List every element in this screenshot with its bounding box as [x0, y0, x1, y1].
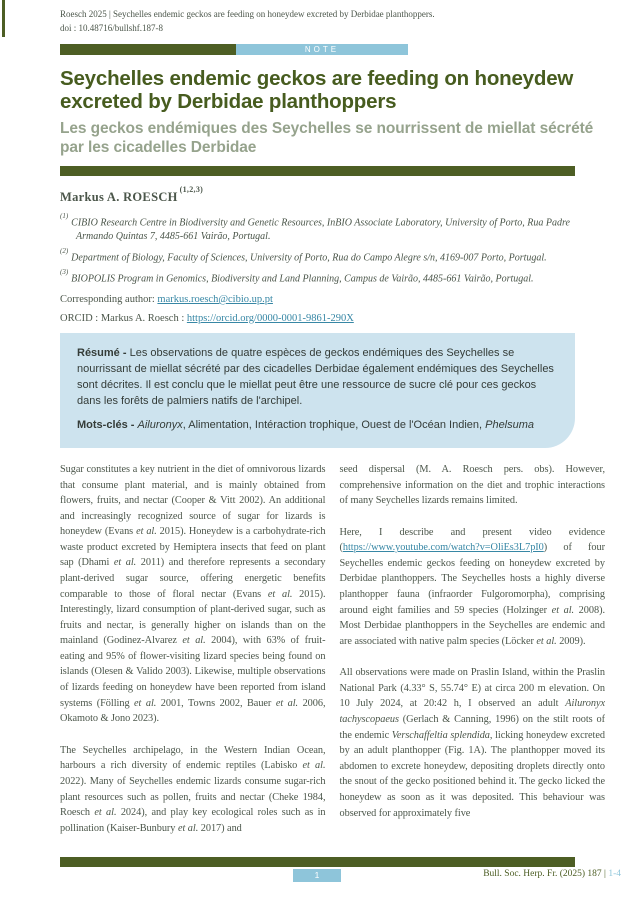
- text-run: All observations were made on Praslin Island, within the Praslin National Park (4.33° S, 55.74° E) at circa 200 m elevation. On 10 July 2024, at 20:42 h, I observed an adult: [339, 667, 605, 710]
- italic-text: et al.: [302, 760, 326, 772]
- text-run: Here, I describe and present video evidence (: [339, 526, 605, 554]
- article-title-english: Seychelles endemic geckos are feeding on honeydew excreted by Derbidae planthoppers: [60, 67, 574, 113]
- text-run: 2011) and therefore represents a secondary plant-derived sugar source, offering energetic benefits comparable to those of floral nectar (Evans: [60, 557, 326, 600]
- italic-text: et al.: [177, 822, 199, 834]
- italic-text: Phelsuma: [485, 419, 535, 432]
- article-body: [60, 462, 605, 866]
- affiliation-1-mark: (1): [60, 212, 69, 221]
- text-run: (Gerlach & Canning, 1996) on the stilt roots of the endemic: [339, 714, 605, 741]
- italic-text: et al.: [113, 557, 137, 569]
- text-run: 2022). Many of Seychelles endemic lizards consume sugar-rich plant resources such as pollen, fruits and nectar (Cheke 1984, Roesch: [60, 775, 326, 819]
- text-run: 2017) and: [198, 822, 242, 834]
- author-line: [60, 185, 605, 205]
- text-run: 2008). Most Derbidae planthoppers in the Seychelles are endemic and are associated with native palm species (Löcker: [339, 604, 605, 647]
- text-run: 2009).: [556, 635, 586, 647]
- affiliation-2: [60, 246, 580, 265]
- orcid-label: ORCID : Markus A. Roesch :: [60, 312, 187, 324]
- text-run: ) of four Seychelles endemic geckos feeding on honeydew excreted by Derbidae planthoppers. The Seychelles hosts a highly diverse planthopper fauna (infraorder Fulgoromorpha), comprising around eight families and 59 species (Holzinger: [339, 542, 605, 616]
- journal-reference-pages: 1-4: [608, 869, 621, 879]
- section-divider-bar: [60, 166, 575, 176]
- author-affiliation-marks: (1,2,3): [179, 185, 204, 195]
- affiliation-3-mark: (3): [60, 268, 69, 277]
- text-run: 2024), and play key ecological roles such as in pollination (Kaiser-Bunbury: [60, 807, 326, 834]
- text-run: The Seychelles archipelago, in the Western Indian Ocean, harbours a rich diversity of endemic reptiles (Labisko: [60, 744, 326, 772]
- affiliations-list: [60, 212, 605, 286]
- orcid-line: [60, 312, 605, 326]
- text-run: , licking honeydew excreted by an adult planthopper (Fig. 1A). The planthopper moved its abdomen to excrete honeydew, depositing droplets directly onto the snout of the gecko positioned behind it. The gecko licked the honeydew as soon as it was deposited. This behaviour was observed for approximately five: [339, 729, 605, 819]
- affiliation-2-mark: (2): [60, 246, 69, 255]
- italic-text: et al.: [134, 697, 157, 709]
- affiliation-2-text: Department of Biology, Faculty of Sciences, University of Porto, Rua do Campo Alegre s/n, 4169-007 Porto, Portugal.: [71, 252, 547, 264]
- contact-block: [60, 293, 605, 325]
- paragraph: [340, 525, 606, 650]
- abstract-box: [60, 333, 575, 448]
- note-type-badge: [236, 44, 408, 55]
- journal-reference-text: Bull. Soc. Herp. Fr. (2025) 187 |: [483, 869, 609, 879]
- italic-text: et al.: [94, 807, 117, 819]
- journal-reference: [483, 869, 621, 879]
- paragraph: [60, 743, 326, 836]
- orcid-link[interactable]: https://orcid.org/0000-0001-9861-290X: [186, 312, 354, 324]
- footer-bar: [60, 857, 575, 867]
- text-run: , Alimentation, Intéraction trophique, Ouest de l'Océan Indien,: [182, 419, 486, 432]
- keywords-paragraph: [77, 418, 558, 434]
- keywords-label: Mots-clés -: [77, 419, 138, 432]
- italic-text: et al.: [267, 588, 293, 600]
- note-label: NOTE: [304, 44, 340, 54]
- paragraph: [340, 665, 606, 821]
- note-bar-green-segment: [60, 44, 236, 55]
- running-head-citation: Roesch 2025 | Seychelles endemic geckos are feeding on honeydew excreted by Derbidae planthoppers.: [60, 9, 435, 19]
- resume-paragraph: [77, 346, 558, 410]
- corresponding-email-link[interactable]: markus.roesch@cibio.up.pt: [157, 293, 273, 305]
- affiliation-3-text: BIOPOLIS Program in Genomics, Biodiversity and Land Planning, Campus de Vairão, 4485-661 Vairão, Portugal.: [71, 273, 534, 285]
- running-head: [60, 8, 605, 35]
- text-run: 2015). Interestingly, lizard consumption of plant-derived sugar, such as fruits and nectar, is generally higher on islands than on the mainland (Godinez-Alvarez: [60, 588, 326, 647]
- paragraph: [60, 462, 326, 727]
- page-number-badge: 1: [293, 869, 341, 882]
- text-run: 2004), with 63% of fruit-eating and 95% of flower-visiting lizard species being found on islands (Olesen & Valido 2003). Likewise, multiple observations of lizards feeding on honeydew have been reported from island systems (Fölling: [60, 635, 326, 709]
- author-name: Markus A. ROESCH: [60, 190, 178, 205]
- corresponding-author-label: Corresponding author:: [60, 293, 158, 305]
- text-run: 2015). Honeydew is a carbohydrate-rich waste product excreted by Hemiptera insects that feed on plant sap (Dhami: [60, 526, 326, 569]
- note-bar: [60, 44, 408, 55]
- body-column-right: [340, 462, 606, 866]
- resume-label: Résumé -: [77, 347, 130, 360]
- italic-text: Verschaffeltia splendida: [391, 729, 490, 741]
- page-edge-mark: [2, 0, 5, 37]
- text-run: seed dispersal (M. A. Roesch pers. obs). However, comprehensive information on the diet and trophic interactions of many Seychelles lizards remains limited.: [339, 463, 605, 507]
- article-title-french: Les geckos endémiques des Seychelles se nourrissent de miellat sécrété par les cicadelles Derbidae: [60, 119, 594, 156]
- italic-text: et al.: [551, 604, 575, 616]
- affiliation-1-text: CIBIO Research Centre in Biodiversity and Genetic Resources, InBIO Associate Laboratory, University of Porto, Rua Padre Armando Quintas 7, 4485-661 Vairão, Portugal.: [71, 217, 570, 242]
- corresponding-author-line: [60, 293, 605, 307]
- italic-text: et al.: [182, 635, 206, 647]
- italic-text: Ailuronyx tachyscopaeus: [339, 698, 605, 726]
- resume-text: Les observations de quatre espèces de geckos endémiques des Seychelles se nourrissant de miellat sécrété par des cicadelles Derbidae également endémiques des Seychelles sont décrites. Il est conclu que le miellat peut être une ressource de sucre clé pour ces geckos dans les forêts de palmiers natifs de l'archipel.: [77, 347, 554, 408]
- italic-text: Ailuronyx: [137, 419, 183, 432]
- affiliation-1: [60, 212, 580, 243]
- body-column-left: [60, 462, 326, 866]
- italic-text: et al.: [136, 526, 157, 538]
- inline-link[interactable]: https://www.youtube.com/watch?v=OliEs3L7pI0: [342, 542, 544, 554]
- text-run: Sugar constitutes a key nutrient in the diet of omnivorous lizards that consume plant material, and is mainly obtained from flowers, fruits, and nectar (Cooper & Vitt 2002). An additional and increasingly recognized source of sugar for lizards is honeydew (Evans: [60, 463, 326, 538]
- italic-text: et al.: [536, 635, 557, 647]
- italic-text: et al.: [275, 697, 299, 709]
- text-run: 2001, Towns 2002, Bauer: [156, 697, 276, 709]
- paragraph: [340, 462, 606, 509]
- keywords-text: [138, 419, 535, 431]
- affiliation-3: [60, 268, 580, 286]
- text-run: 2006, Okamoto & Jono 2023).: [60, 697, 326, 725]
- doi-line: doi : 10.48716/bullshf.187-8: [60, 22, 163, 33]
